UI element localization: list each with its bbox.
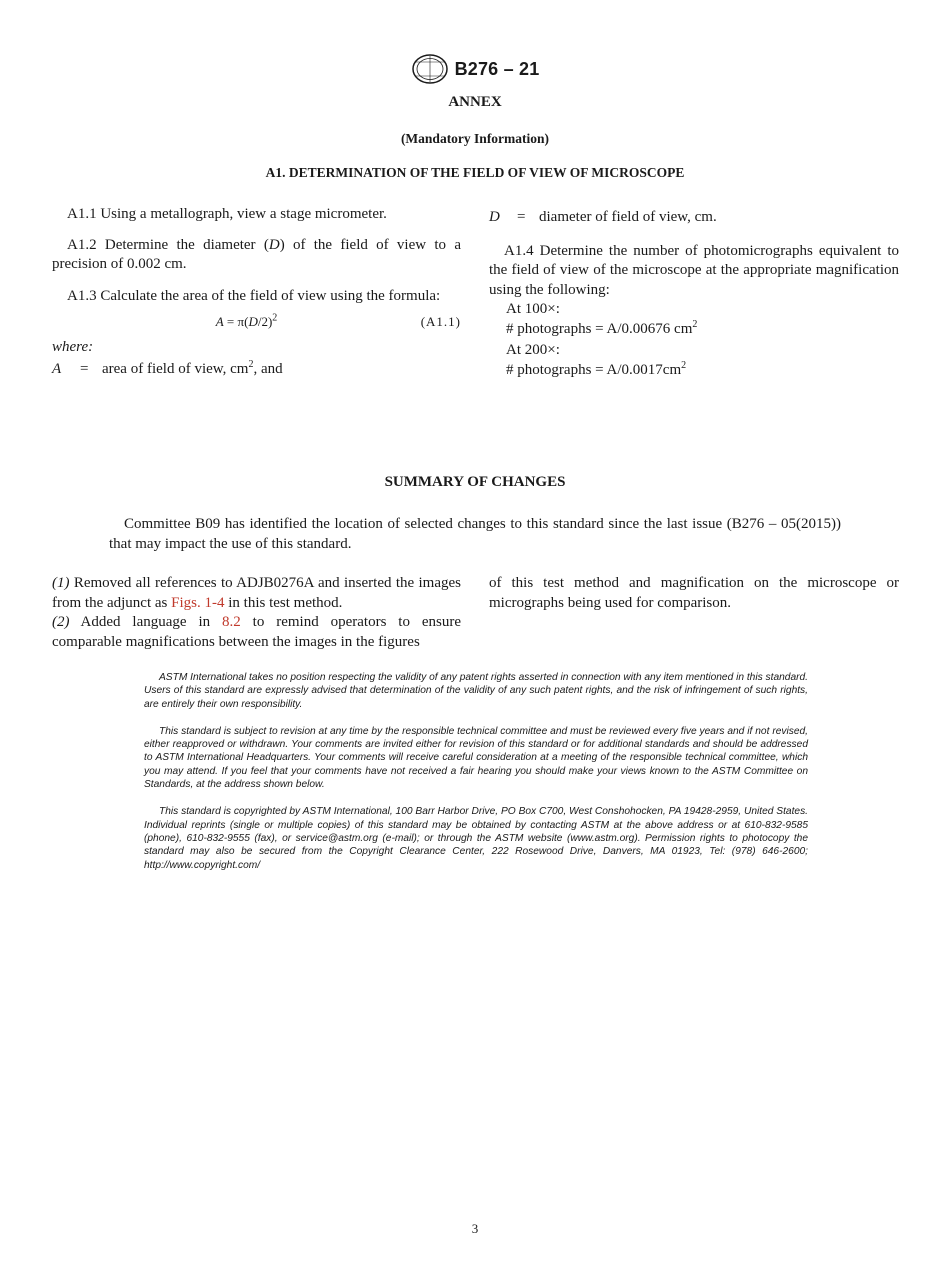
annex-left-column [52,205,461,379]
summary-title: SUMMARY OF CHANGES [384,474,566,490]
para-a1-1: A1.1 Using a metallograph, view a stage micrometer. [67,206,387,222]
page-header [0,52,950,86]
page-number: 3 [471,1221,479,1236]
change-item-2-continued: of this test method and magnification on the microscope or micrographs being used for comparison. [489,575,899,611]
annex-subtitle: (Mandatory Information) [400,131,550,146]
figs-link[interactable]: Figs. 1-4 [171,594,225,611]
change-item-2: (2) Added language in 8.2 to remind operators to ensure comparable magnifications between the images in the figures [52,614,461,650]
photos-200x-formula: # photographs = $A/0.0017cm^2$ [506,359,687,378]
revision-notice: This standard is subject to revision at any time by the responsible technical committee and must be reviewed every five years and if not revised, either reapproved or withdrawn. Your comments are invited either for revision of this standard or for additional standards and should be addressed to ASTM International Headquarters. Your comments will receive careful consideration at a meeting of the responsible technical committee, which you may attend. If you feel that your comments have not received a fair hearing you should make your views known to the ASTM Committee on Standards, at the address shown below. [144,725,808,791]
annex-right-column [489,208,899,380]
where-label: where: [52,339,94,355]
equation-formula: $A = \pi(D/2)^2$ [215,312,278,330]
patent-notice: ASTM International takes no position respecting the validity of any patent rights asserted in connection with any item mentioned in this standard. Users of this standard are expressly advised that determination of the validity of any such patent rights, and the risk of infringement of such rights, are entirely their own responsibility. [144,672,808,710]
standard-designation: B276 – 21 [454,58,540,79]
at-200x-label: At 200×: [506,342,560,358]
definition-d: D = diameter of field of view, cm. [489,209,717,225]
at-100x-label: At 100×: [506,301,560,317]
astm-logo [411,53,449,85]
change-item-1: (1) Removed all references to ADJB0276A and inserted the images from the adjunct as Figs. 1-4 in this test method. [52,575,461,611]
copyright-notice: This standard is copyrighted by ASTM International, 100 Barr Harbor Drive, PO Box C700, West Conshohocken, PA 19428-2959, United States. Individual reprints (single or multiple copies) of this standard may be obtained by contacting ASTM at the above address or at 610-832-9585 (phone), 610-832-9555 (fax), or service@astm.org (e-mail); or through the ASTM website (www.astm.org). Permission rights to photocopy the standard may also be secured from the Copyright Clearance Center, 222 Rosewood Drive, Danvers, MA 01923, Tel: (978) 646-2600; http://www.copyright.com/ [144,806,808,871]
para-a1-4: A1.4 Determine the number of photomicrographs equivalent to the field of view of the microscope at the appropriate magnification using the following: [489,242,899,298]
equation-a1-1 [52,311,461,333]
summary-intro: Committee B09 has identified the location of selected changes to this standard since the last issue (B276 – 05(2015)) that may impact the use of this standard. [109,516,841,552]
definition-a: A = area of field of view, $cm^2$, and [52,358,283,377]
para-a1-3: A1.3 Calculate the area of the field of view using the formula: [67,287,441,304]
annex-title: ANNEX [448,94,502,110]
section-title: A1. DETERMINATION OF THE FIELD OF VIEW OF MICROSCOPE [265,165,685,180]
summary-right-column [489,574,899,613]
para-a1-2: A1.2 Determine the diameter (D) of the field of view to a precision of 0.002 cm. [52,236,461,272]
legal-notice [144,671,808,872]
equation-number: (A1.1) [420,314,461,330]
photos-100x-formula: # photographs = A/0.00676 $cm^2$ [506,318,698,337]
section-8-2-link[interactable]: 8.2 [222,614,241,630]
summary-left-column [52,574,461,652]
